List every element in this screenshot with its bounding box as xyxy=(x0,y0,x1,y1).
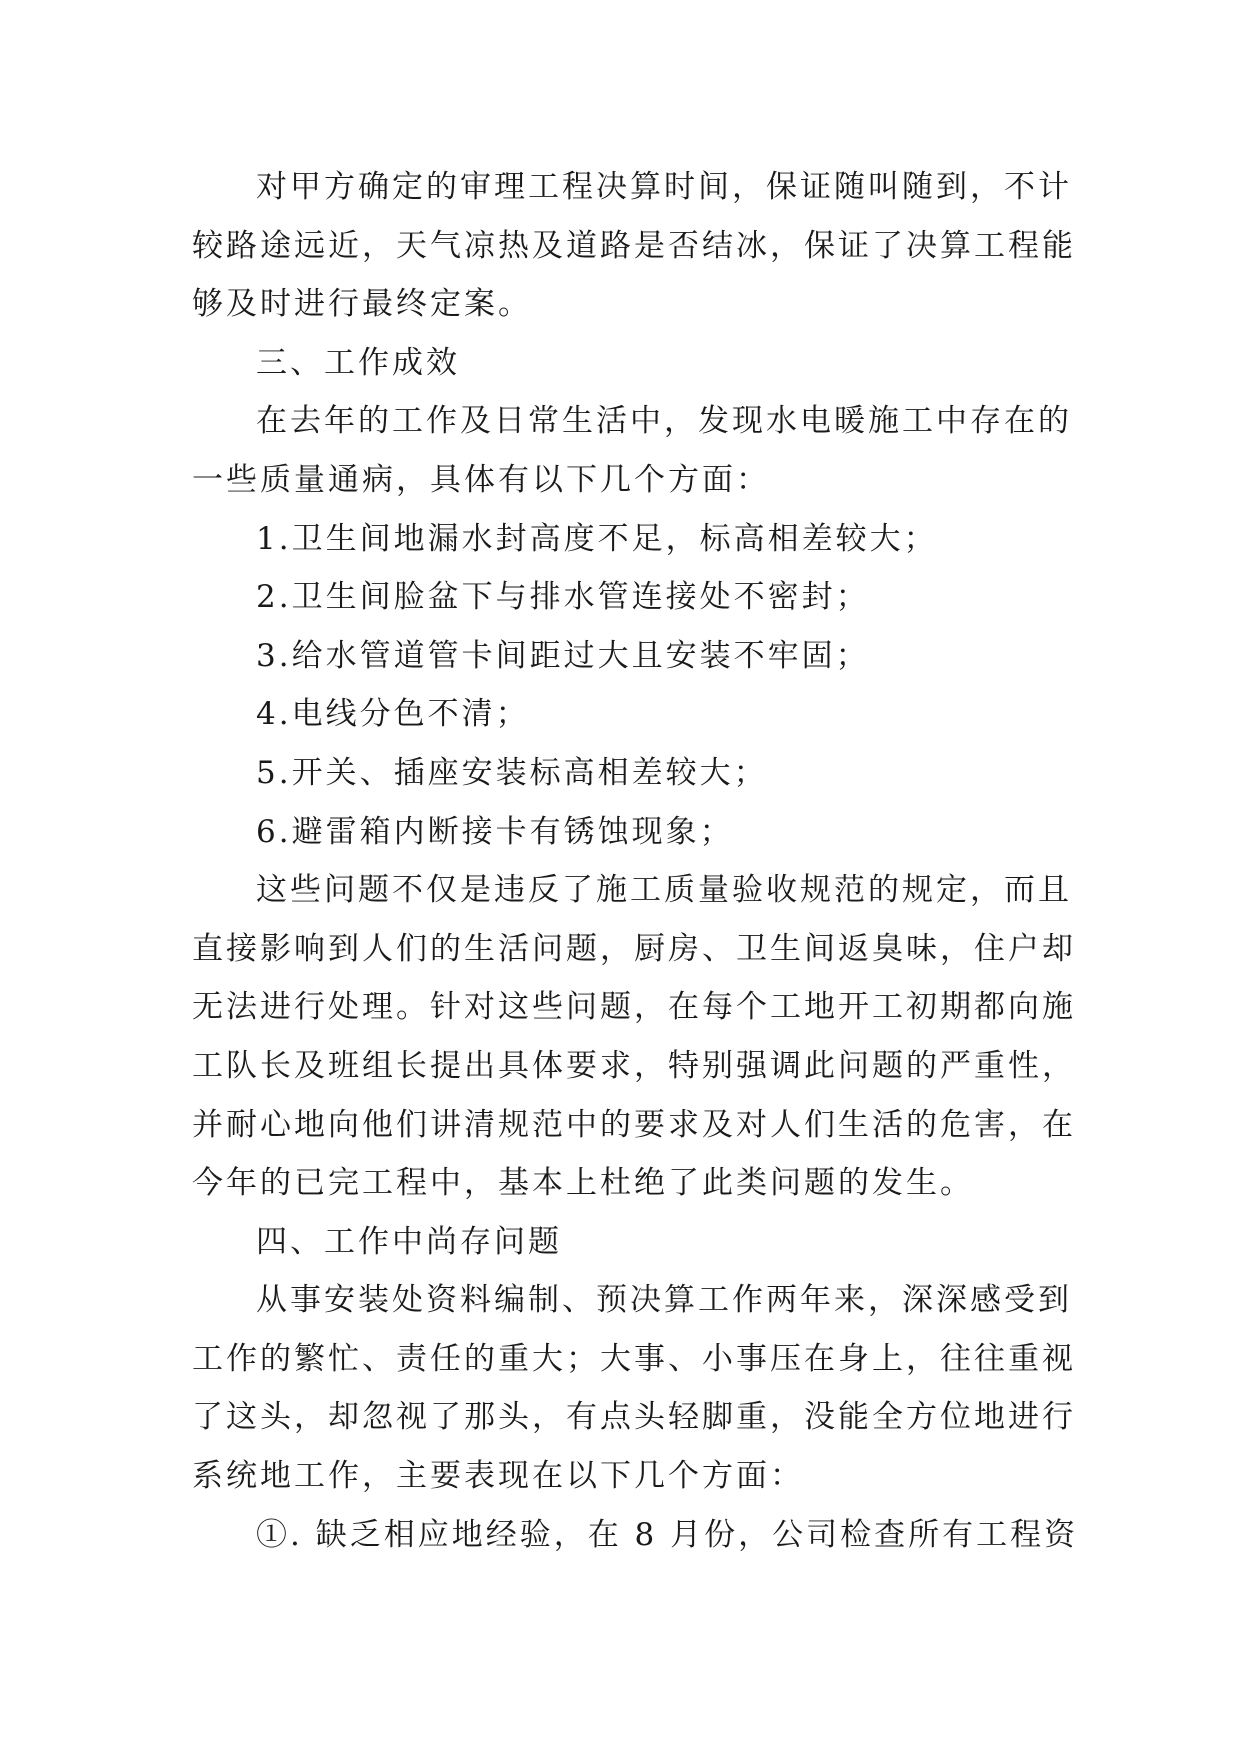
text-line: 3.给水管道管卡间距过大且安装不牢固； xyxy=(256,637,870,674)
text-line: 三、工作成效 xyxy=(256,344,460,381)
text-line: 直接影响到人们的生活问题，厨房、卫生间返臭味，住户却 xyxy=(192,930,1076,967)
text-line: 并耐心地向他们讲清规范中的要求及对人们生活的危害，在 xyxy=(192,1106,1076,1143)
text-line: 一些质量通病，具体有以下几个方面： xyxy=(192,461,770,498)
text-line: 工队长及班组长提出具体要求，特别强调此问题的严重性， xyxy=(192,1047,1076,1084)
text-line: 四、工作中尚存问题 xyxy=(256,1223,562,1260)
text-line: 5.开关、插座安装标高相差较大； xyxy=(256,754,768,791)
text-line: 4.电线分色不清； xyxy=(256,696,530,733)
text-line: 系统地工作，主要表现在以下几个方面： xyxy=(192,1458,804,1495)
text-line: 6.避雷箱内断接卡有锈蚀现象； xyxy=(256,813,734,850)
text-line: 今年的已完工程中，基本上杜绝了此类问题的发生。 xyxy=(192,1165,974,1202)
document-body xyxy=(192,158,1079,1564)
text-line: 较路途远近，天气凉热及道路是否结冰，保证了决算工程能 xyxy=(192,227,1076,264)
text-line: 从事安装处资料编制、预决算工作两年来，深深感受到 xyxy=(256,1282,1072,1319)
text-line: ①. 缺乏相应地经验，在 8 月份，公司检查所有工程资 xyxy=(256,1516,1079,1553)
text-line: 了这头，却忽视了那头，有点头轻脚重，没能全方位地进行 xyxy=(192,1399,1076,1436)
text-line: 这些问题不仅是违反了施工质量验收规范的规定，而且 xyxy=(256,872,1072,909)
text-line: 2.卫生间脸盆下与排水管连接处不密封； xyxy=(256,579,870,616)
text-line: 对甲方确定的审理工程决算时间，保证随叫随到，不计 xyxy=(256,169,1072,205)
text-line: 1.卫生间地漏水封高度不足，标高相差较大； xyxy=(256,520,938,557)
text-line: 够及时进行最终定案。 xyxy=(192,286,532,323)
text-line: 工作的繁忙、责任的重大；大事、小事压在身上，往往重视 xyxy=(192,1340,1076,1377)
text-line: 在去年的工作及日常生活中，发现水电暖施工中存在的 xyxy=(256,403,1072,440)
text-line: 无法进行处理。针对这些问题，在每个工地开工初期都向施 xyxy=(192,989,1076,1026)
